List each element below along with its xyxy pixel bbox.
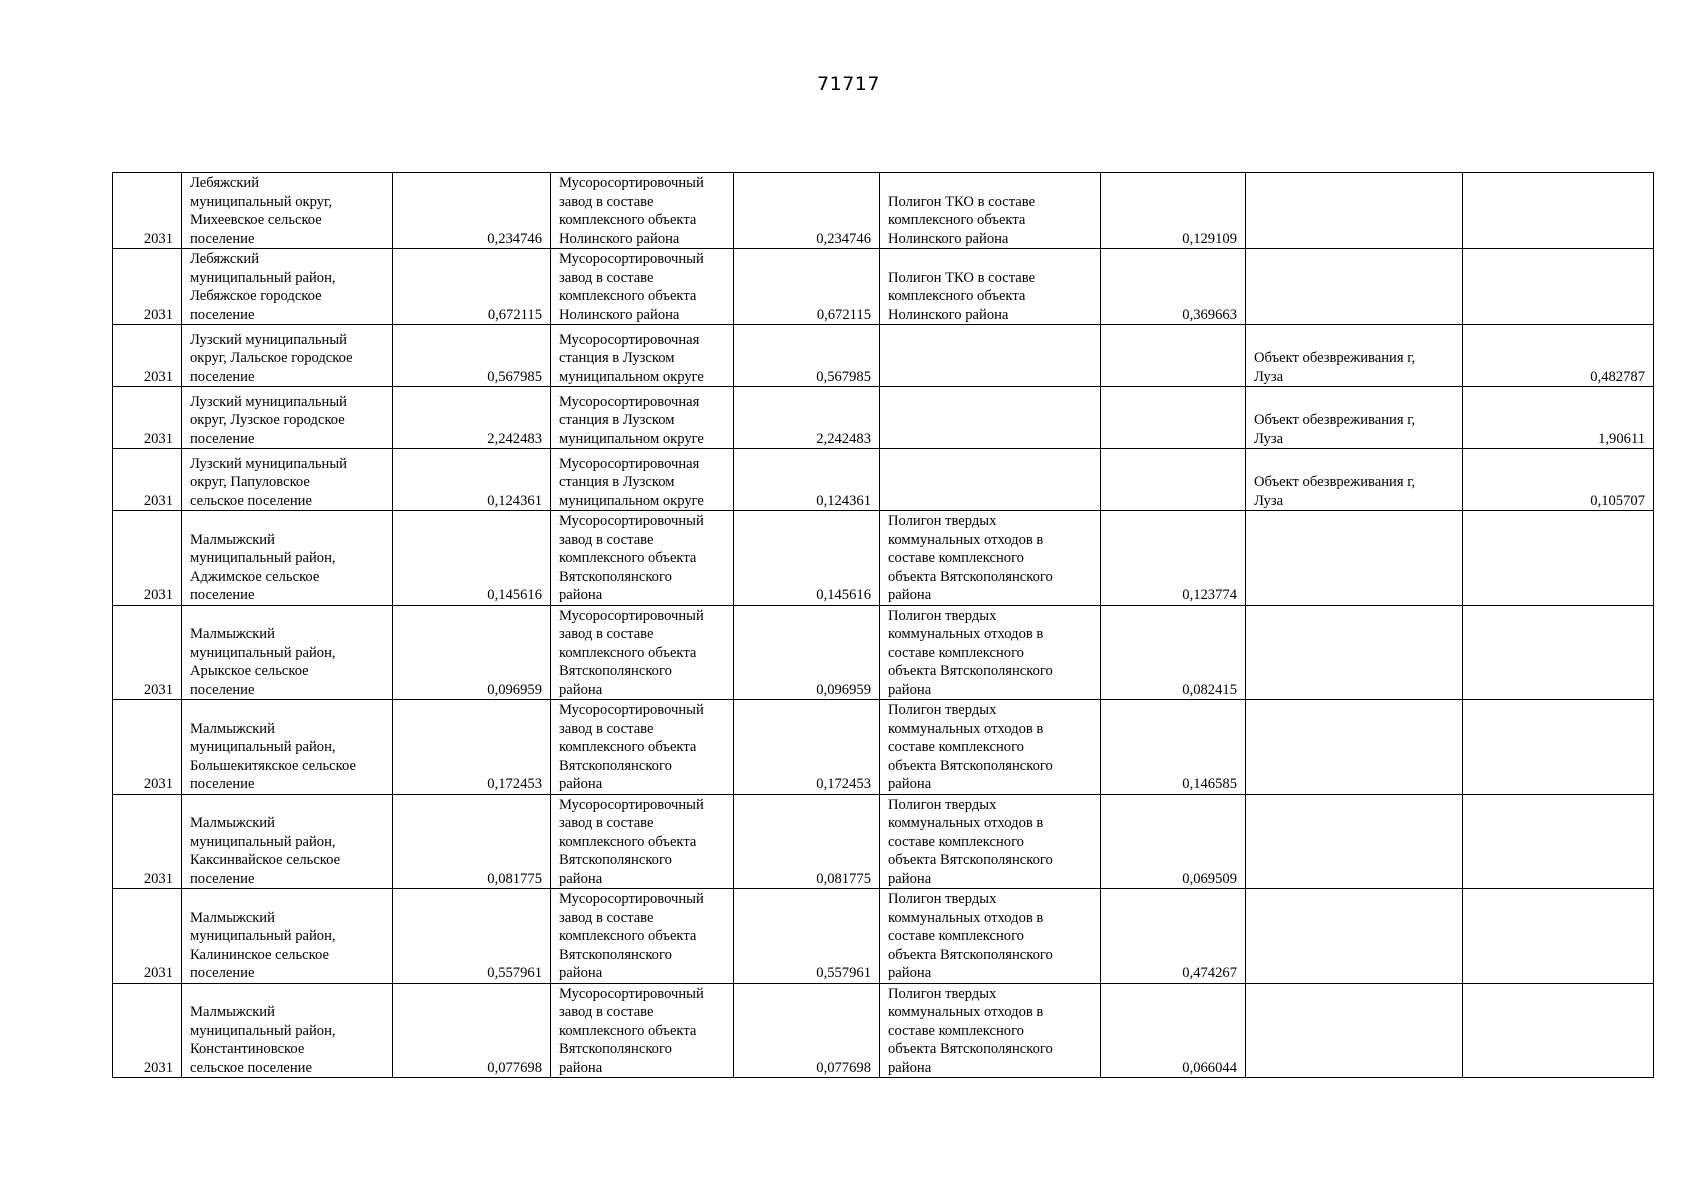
mass-generated-cell-text: 2,242483 xyxy=(487,430,542,447)
sorting-facility-cell xyxy=(551,700,734,795)
municipality-cell-text: Малмыжский муниципальный район, Калининское сельское поселение xyxy=(190,909,336,981)
mass-neutralization-cell xyxy=(1463,511,1654,606)
mass-landfill-cell-text: 0,082415 xyxy=(1182,681,1237,698)
landfill-facility-cell xyxy=(880,511,1101,606)
neutralization-facility-cell xyxy=(1246,325,1463,387)
mass-landfill-cell xyxy=(1101,983,1246,1078)
mass-sorting-cell xyxy=(734,889,880,984)
municipality-cell-text: Малмыжский муниципальный район, Константиновское сельское поселение xyxy=(190,1004,336,1076)
mass-landfill-cell-text: 0,129109 xyxy=(1182,230,1237,247)
neutralization-facility-cell xyxy=(1246,700,1463,795)
neutralization-facility-cell xyxy=(1246,794,1463,889)
landfill-facility-cell-text: Полигон ТКО в составе комплексного объекта Нолинского района xyxy=(888,269,1036,323)
year-cell xyxy=(113,794,182,889)
sorting-facility-cell-text: Мусоросортировочная станция в Лузском муниципальном округе xyxy=(559,455,704,509)
municipality-cell xyxy=(182,249,393,325)
year-cell-text: 2031 xyxy=(143,870,173,887)
mass-sorting-cell-text: 0,672115 xyxy=(816,306,871,323)
table-row xyxy=(113,700,1654,795)
mass-sorting-cell-text: 0,124361 xyxy=(816,492,871,509)
year-cell-text: 2031 xyxy=(143,368,173,385)
landfill-facility-cell-text: Полигон твердых коммунальных отходов в составе комплексного объекта Вятскополянского района xyxy=(888,891,1053,981)
landfill-facility-cell xyxy=(880,605,1101,700)
landfill-facility-cell xyxy=(880,325,1101,387)
mass-generated-cell xyxy=(393,449,551,511)
neutralization-facility-cell-text: Объект обезвреживания г, Луза xyxy=(1254,350,1416,385)
neutralization-facility-cell-text: Объект обезвреживания г, Луза xyxy=(1254,474,1416,509)
mass-generated-cell-text: 0,145616 xyxy=(487,587,542,603)
mass-landfill-cell xyxy=(1101,511,1246,606)
neutralization-facility-cell xyxy=(1246,511,1463,606)
year-cell-text: 2031 xyxy=(143,965,173,981)
table-row xyxy=(113,173,1654,249)
landfill-facility-cell xyxy=(880,794,1101,889)
mass-generated-cell-text: 0,172453 xyxy=(487,776,542,792)
sorting-facility-cell-text: Мусоросортировочный завод в составе комплексного объекта Вятскополянского района xyxy=(559,607,704,698)
year-cell xyxy=(113,605,182,700)
landfill-facility-cell xyxy=(880,889,1101,984)
mass-generated-cell xyxy=(393,605,551,700)
municipality-cell xyxy=(182,605,393,700)
landfill-facility-cell-text: Полигон ТКО в составе комплексного объекта Нолинского района xyxy=(888,193,1036,247)
landfill-facility-cell xyxy=(880,173,1101,249)
mass-generated-cell-text: 0,557961 xyxy=(487,965,542,981)
municipality-cell xyxy=(182,325,393,387)
year-cell xyxy=(113,249,182,325)
landfill-facility-cell xyxy=(880,249,1101,325)
mass-generated-cell-text: 0,124361 xyxy=(487,492,542,509)
mass-neutralization-cell-text: 0,105707 xyxy=(1590,492,1645,509)
sorting-facility-cell-text: Мусоросортировочный завод в составе комплексного объекта Вятскополянского района xyxy=(559,985,704,1076)
sorting-facility-cell xyxy=(551,249,734,325)
sorting-facility-cell xyxy=(551,794,734,889)
year-cell-text: 2031 xyxy=(143,306,173,323)
mass-landfill-cell xyxy=(1101,387,1246,449)
year-cell-text: 2031 xyxy=(143,430,173,447)
mass-sorting-cell xyxy=(734,173,880,249)
table-row xyxy=(113,794,1654,889)
table-row xyxy=(113,889,1654,984)
municipality-cell xyxy=(182,889,393,984)
mass-neutralization-cell xyxy=(1463,449,1654,511)
sorting-facility-cell-text: Мусоросортировочный завод в составе комплексного объекта Вятскополянского района xyxy=(559,702,704,792)
mass-landfill-cell-text: 0,146585 xyxy=(1182,776,1237,792)
mass-neutralization-cell xyxy=(1463,983,1654,1078)
mass-generated-cell xyxy=(393,511,551,606)
mass-generated-cell xyxy=(393,249,551,325)
mass-neutralization-cell-text: 1,90611 xyxy=(1598,430,1645,447)
mass-generated-cell-text: 0,567985 xyxy=(487,368,542,385)
sorting-facility-cell-text: Мусоросортировочный завод в составе комплексного объекта Нолинского района xyxy=(559,251,704,323)
year-cell-text: 2031 xyxy=(143,587,173,603)
municipality-cell-text: Малмыжский муниципальный район, Большекитякское сельское поселение xyxy=(190,720,356,792)
mass-sorting-cell-text: 0,172453 xyxy=(816,776,871,792)
mass-sorting-cell-text: 0,567985 xyxy=(816,368,871,385)
landfill-facility-cell-text: Полигон твердых коммунальных отходов в составе комплексного объекта Вятскополянского района xyxy=(888,796,1053,887)
sorting-facility-cell xyxy=(551,449,734,511)
mass-sorting-cell xyxy=(734,700,880,795)
mass-landfill-cell xyxy=(1101,325,1246,387)
table-row xyxy=(113,983,1654,1078)
table-row xyxy=(113,249,1654,325)
year-cell-text: 2031 xyxy=(143,492,173,509)
waste-flow-table xyxy=(112,172,1654,1078)
mass-landfill-cell xyxy=(1101,889,1246,984)
neutralization-facility-cell xyxy=(1246,249,1463,325)
table-row xyxy=(113,387,1654,449)
municipality-cell xyxy=(182,387,393,449)
mass-neutralization-cell xyxy=(1463,700,1654,795)
municipality-cell-text: Лебяжский муниципальный округ, Михеевское сельское поселение xyxy=(190,175,332,247)
mass-sorting-cell-text: 0,557961 xyxy=(816,965,871,981)
mass-generated-cell xyxy=(393,889,551,984)
mass-sorting-cell-text: 0,234746 xyxy=(816,230,871,247)
landfill-facility-cell xyxy=(880,387,1101,449)
mass-landfill-cell-text: 0,369663 xyxy=(1182,306,1237,323)
landfill-facility-cell-text: Полигон твердых коммунальных отходов в составе комплексного объекта Вятскополянского района xyxy=(888,985,1053,1076)
mass-landfill-cell xyxy=(1101,794,1246,889)
neutralization-facility-cell xyxy=(1246,889,1463,984)
mass-landfill-cell-text: 0,123774 xyxy=(1182,587,1237,603)
municipality-cell-text: Лузский муниципальный округ, Папуловское сельское поселение xyxy=(190,455,347,509)
sorting-facility-cell xyxy=(551,605,734,700)
mass-landfill-cell-text: 0,066044 xyxy=(1182,1059,1237,1076)
mass-neutralization-cell xyxy=(1463,387,1654,449)
year-cell xyxy=(113,387,182,449)
mass-sorting-cell xyxy=(734,249,880,325)
municipality-cell-text: Малмыжский муниципальный район, Каксинвайское сельское поселение xyxy=(190,815,341,887)
mass-generated-cell-text: 0,081775 xyxy=(487,870,542,887)
mass-generated-cell xyxy=(393,325,551,387)
mass-neutralization-cell xyxy=(1463,605,1654,700)
mass-generated-cell xyxy=(393,173,551,249)
page-number: 71717 xyxy=(817,73,880,95)
mass-landfill-cell-text: 0,069509 xyxy=(1182,870,1237,887)
neutralization-facility-cell-text: Объект обезвреживания г, Луза xyxy=(1254,412,1416,447)
mass-landfill-cell xyxy=(1101,249,1246,325)
mass-neutralization-cell-text: 0,482787 xyxy=(1590,368,1645,385)
year-cell xyxy=(113,983,182,1078)
mass-neutralization-cell xyxy=(1463,173,1654,249)
municipality-cell xyxy=(182,700,393,795)
mass-landfill-cell-text: 0,474267 xyxy=(1182,965,1237,981)
landfill-facility-cell-text: Полигон твердых коммунальных отходов в составе комплексного объекта Вятскополянского района xyxy=(888,607,1053,698)
mass-sorting-cell xyxy=(734,387,880,449)
neutralization-facility-cell xyxy=(1246,173,1463,249)
mass-landfill-cell xyxy=(1101,700,1246,795)
mass-sorting-cell-text: 0,077698 xyxy=(816,1059,871,1076)
mass-generated-cell-text: 0,234746 xyxy=(487,230,542,247)
mass-sorting-cell xyxy=(734,511,880,606)
sorting-facility-cell xyxy=(551,173,734,249)
municipality-cell-text: Лузский муниципальный округ, Лальское городское поселение xyxy=(190,331,353,385)
municipality-cell xyxy=(182,794,393,889)
mass-landfill-cell xyxy=(1101,605,1246,700)
year-cell xyxy=(113,325,182,387)
sorting-facility-cell xyxy=(551,889,734,984)
mass-sorting-cell xyxy=(734,794,880,889)
municipality-cell-text: Малмыжский муниципальный район, Аджимское сельское поселение xyxy=(190,531,336,603)
year-cell xyxy=(113,700,182,795)
year-cell xyxy=(113,511,182,606)
table-row xyxy=(113,511,1654,606)
sorting-facility-cell xyxy=(551,387,734,449)
mass-generated-cell-text: 0,077698 xyxy=(487,1059,542,1076)
landfill-facility-cell-text: Полигон твердых коммунальных отходов в составе комплексного объекта Вятскополянского района xyxy=(888,702,1053,792)
municipality-cell-text: Лузский муниципальный округ, Лузское городское поселение xyxy=(190,393,347,447)
table-body xyxy=(113,173,1654,1078)
mass-generated-cell xyxy=(393,983,551,1078)
mass-neutralization-cell xyxy=(1463,325,1654,387)
table-row xyxy=(113,449,1654,511)
mass-generated-cell xyxy=(393,794,551,889)
year-cell xyxy=(113,173,182,249)
landfill-facility-cell xyxy=(880,700,1101,795)
mass-generated-cell xyxy=(393,700,551,795)
table-row xyxy=(113,605,1654,700)
mass-sorting-cell-text: 0,145616 xyxy=(816,587,871,603)
mass-neutralization-cell xyxy=(1463,889,1654,984)
sorting-facility-cell xyxy=(551,983,734,1078)
neutralization-facility-cell xyxy=(1246,605,1463,700)
year-cell-text: 2031 xyxy=(143,1059,173,1076)
year-cell-text: 2031 xyxy=(143,230,173,247)
sorting-facility-cell-text: Мусоросортировочная станция в Лузском муниципальном округе xyxy=(559,331,704,385)
sorting-facility-cell-text: Мусоросортировочный завод в составе комплексного объекта Вятскополянского района xyxy=(559,891,704,981)
landfill-facility-cell xyxy=(880,449,1101,511)
sorting-facility-cell xyxy=(551,325,734,387)
sorting-facility-cell-text: Мусоросортировочный завод в составе комплексного объекта Вятскополянского района xyxy=(559,796,704,887)
mass-generated-cell xyxy=(393,387,551,449)
sorting-facility-cell-text: Мусоросортировочный завод в составе комплексного объекта Вятскополянского района xyxy=(559,513,704,603)
sorting-facility-cell-text: Мусоросортировочный завод в составе комплексного объекта Нолинского района xyxy=(559,175,704,247)
neutralization-facility-cell xyxy=(1246,387,1463,449)
neutralization-facility-cell xyxy=(1246,983,1463,1078)
mass-generated-cell-text: 0,096959 xyxy=(487,681,542,698)
landfill-facility-cell-text: Полигон твердых коммунальных отходов в составе комплексного объекта Вятскополянского района xyxy=(888,513,1053,603)
year-cell-text: 2031 xyxy=(143,681,173,698)
mass-sorting-cell-text: 0,096959 xyxy=(816,681,871,698)
mass-generated-cell-text: 0,672115 xyxy=(487,306,542,323)
mass-neutralization-cell xyxy=(1463,794,1654,889)
mass-sorting-cell-text: 2,242483 xyxy=(816,430,871,447)
municipality-cell xyxy=(182,983,393,1078)
landfill-facility-cell xyxy=(880,983,1101,1078)
mass-neutralization-cell xyxy=(1463,249,1654,325)
mass-sorting-cell xyxy=(734,605,880,700)
mass-landfill-cell xyxy=(1101,449,1246,511)
mass-sorting-cell-text: 0,081775 xyxy=(816,870,871,887)
table-row xyxy=(113,325,1654,387)
year-cell xyxy=(113,449,182,511)
municipality-cell xyxy=(182,449,393,511)
neutralization-facility-cell xyxy=(1246,449,1463,511)
mass-sorting-cell xyxy=(734,983,880,1078)
mass-sorting-cell xyxy=(734,325,880,387)
mass-landfill-cell xyxy=(1101,173,1246,249)
sorting-facility-cell xyxy=(551,511,734,606)
municipality-cell-text: Малмыжский муниципальный район, Арыкское сельское поселение xyxy=(190,626,336,698)
sorting-facility-cell-text: Мусоросортировочная станция в Лузском муниципальном округе xyxy=(559,393,704,447)
municipality-cell xyxy=(182,511,393,606)
municipality-cell xyxy=(182,173,393,249)
municipality-cell-text: Лебяжский муниципальный район, Лебяжское городское поселение xyxy=(190,251,336,323)
mass-sorting-cell xyxy=(734,449,880,511)
year-cell xyxy=(113,889,182,984)
year-cell-text: 2031 xyxy=(143,776,173,792)
